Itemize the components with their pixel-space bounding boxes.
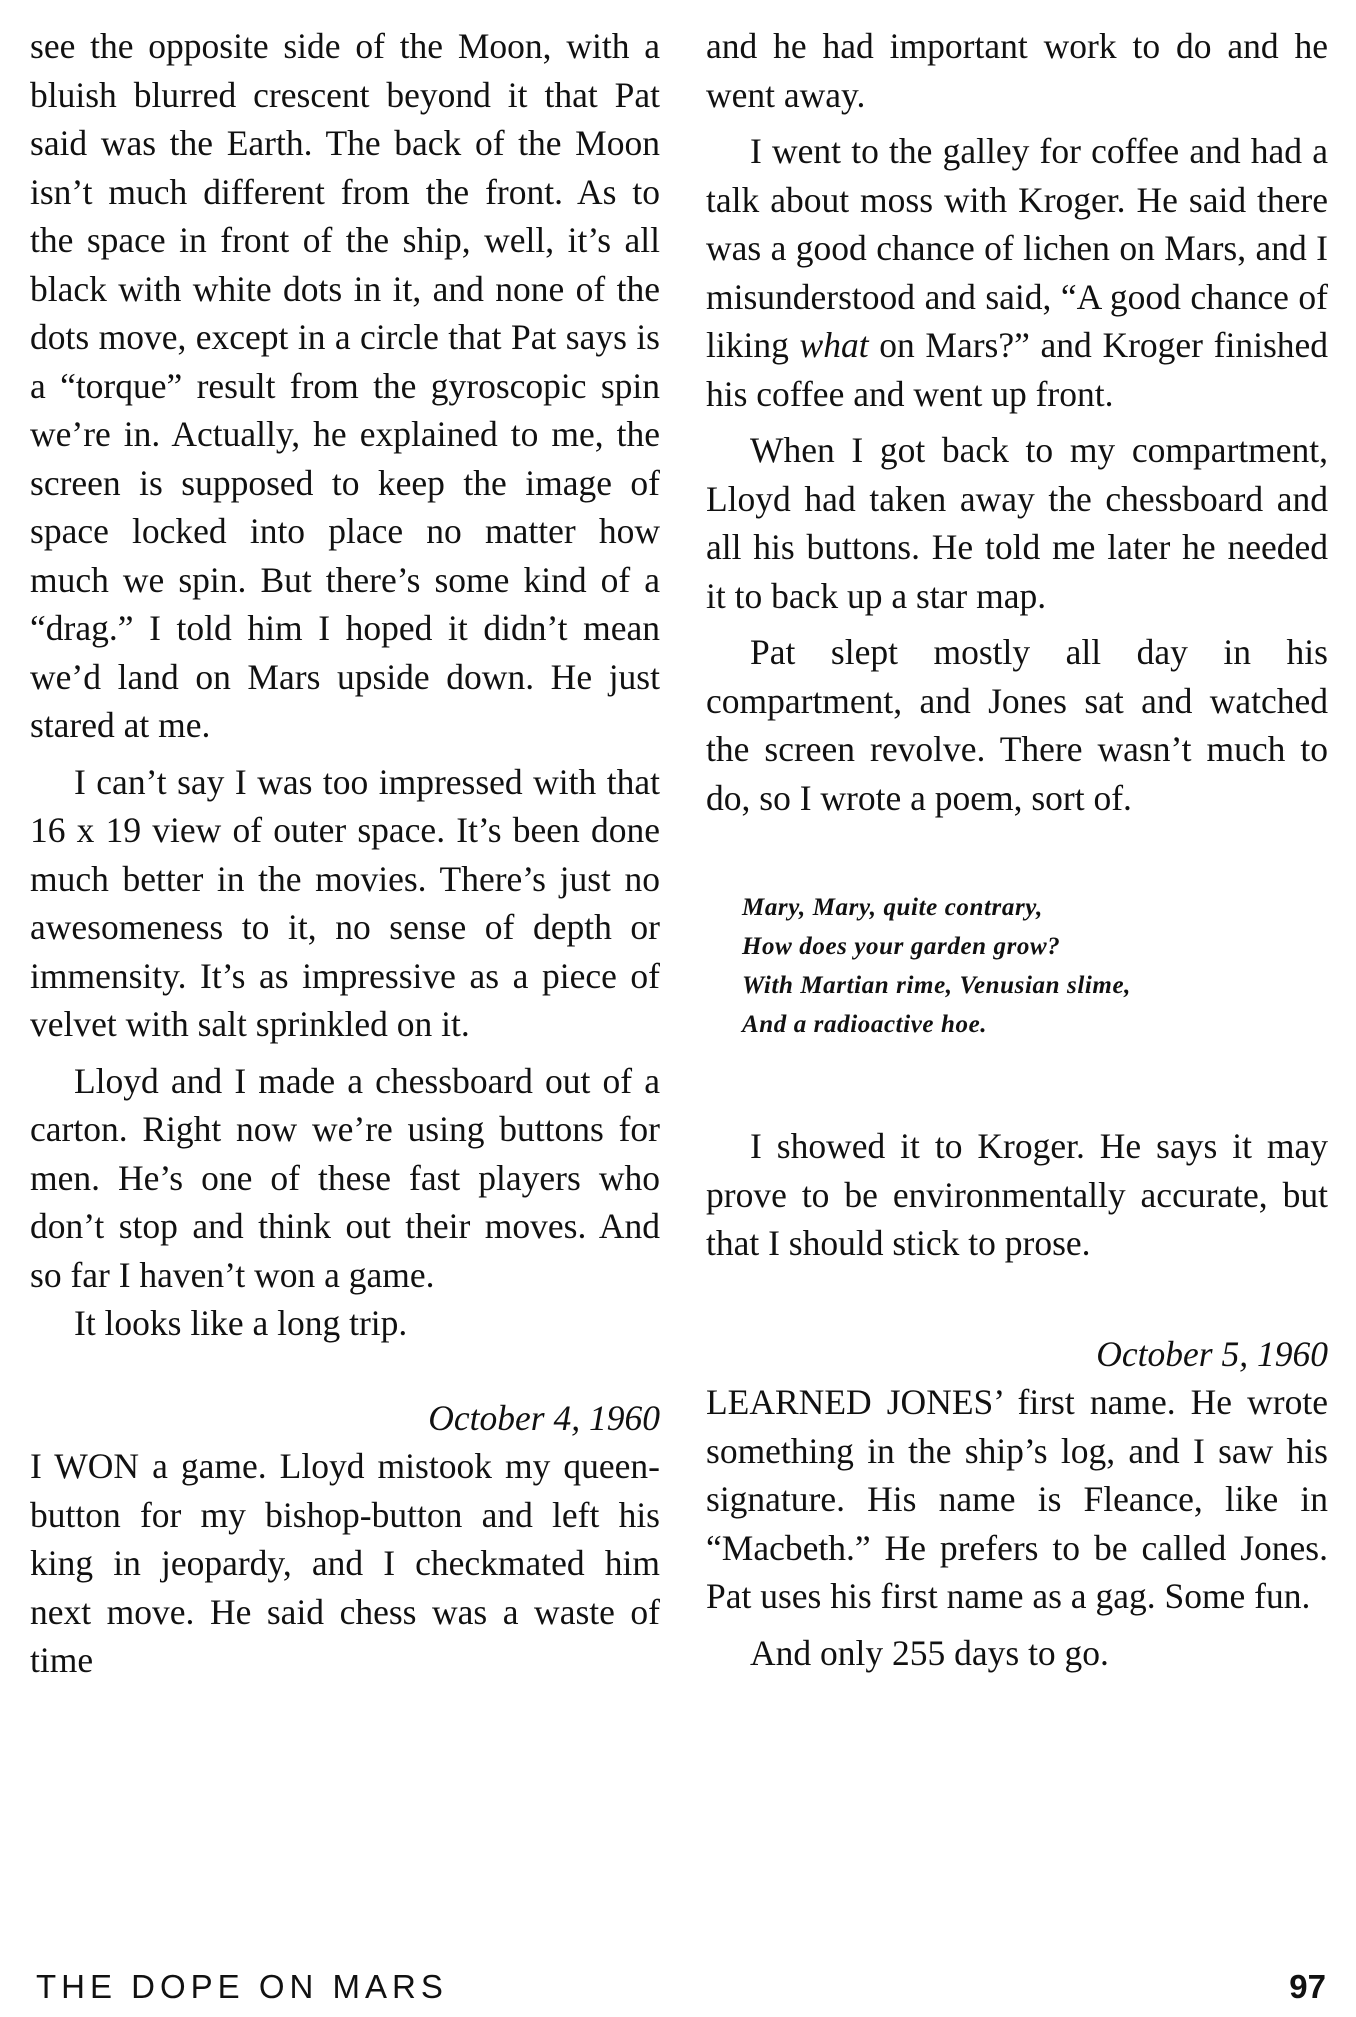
right-paragraph-2 [706,127,1328,418]
right-paragraph-1: and he had important work to do and he went away. [706,26,1328,115]
left-paragraph-1: see the opposite side of the Moon, with a bluish blurred crescent beyond it that Pat said was the Earth. The back of the Moon isn’t much different from the front. As to the space in front of the ship, well, it’s all black with white dots in it, and none of the dots move, except in a circle that Pat says is a “torque” result from the gyroscopic spin we’re in. Actually, he explained to me, the screen is supposed to keep the image of space locked into place no matter how much we spin. But there’s some kind of a “drag.” I told him I hoped it didn’t mean we’d land on Mars upside down. He just stared at me. [30,26,660,745]
poem-line: And a radioactive hoe. [742,1011,988,1038]
emphasized-word: what [799,325,869,365]
poem-line: Mary, Mary, quite contrary, [742,894,1043,921]
left-paragraph-2: I can’t say I was too impressed with that 16 x 19 view of outer space. It’s been done much better in the movies. There’s just no awesomeness to it, no sense of depth or immensity. It’s as impressive as a piece of velvet with salt sprinkled on it. [30,761,660,1044]
left-column [30,22,660,1685]
page-number: 97 [1289,1968,1326,2005]
left-paragraph-4: It looks like a long trip. [74,1303,408,1343]
poem [742,888,1328,1044]
right-column [706,22,1328,1677]
left-paragraph-5: I WON a game. Lloyd mistook my queen-button for my bishop-button and left his king in jeopardy, and I checkmated him next move. He said chess was a waste of time [30,1446,660,1680]
right-paragraph-7: And only 255 days to go. [750,1632,1109,1673]
entry-date-october-5: October 5, 1960 [1096,1333,1328,1374]
entry-date-october-4: October 4, 1960 [428,1397,660,1438]
right-paragraph-6: LEARNED JONES’ first name. He wrote something in the ship’s log, and I saw his signature. His name is Fleance, like in “Macbeth.” He prefers to be called Jones. Pat uses his first name as a gag. Some fun. [706,1382,1328,1616]
poem-line: With Martian rime, Venusian slime, [742,972,1132,999]
right-paragraph-2-end: on Mars?” and Kroger finished his coffee and went up front. [706,325,1329,414]
left-paragraph-3: Lloyd and I made a chessboard out of a carton. Right now we’re using buttons for men. He’s one of these fast players who don’t stop and think out their moves. And so far I haven’t won a game. [30,1060,660,1295]
right-paragraph-2-start: I went to the galley for coffee and had a talk about moss with Kroger. He said there was a good chance of lichen on Mars, and I misunderstood and said, “A good chance of liking [706,131,1328,365]
right-paragraph-3: When I got back to my compartment, Lloyd had taken away the chessboard and all his buttons. He told me later he needed it to back up a star map. [706,430,1328,616]
poem-line: How does your garden grow? [742,933,1061,960]
right-paragraph-5: I showed it to Kroger. He says it may prove to be environmentally accurate, but that I should stick to prose. [706,1126,1328,1263]
right-paragraph-4: Pat slept mostly all day in his compartment, and Jones sat and watched the screen revolve. There wasn’t much to do, so I wrote a poem, sort of. [706,632,1328,818]
running-title: THE DOPE ON MARS [36,1968,448,2005]
